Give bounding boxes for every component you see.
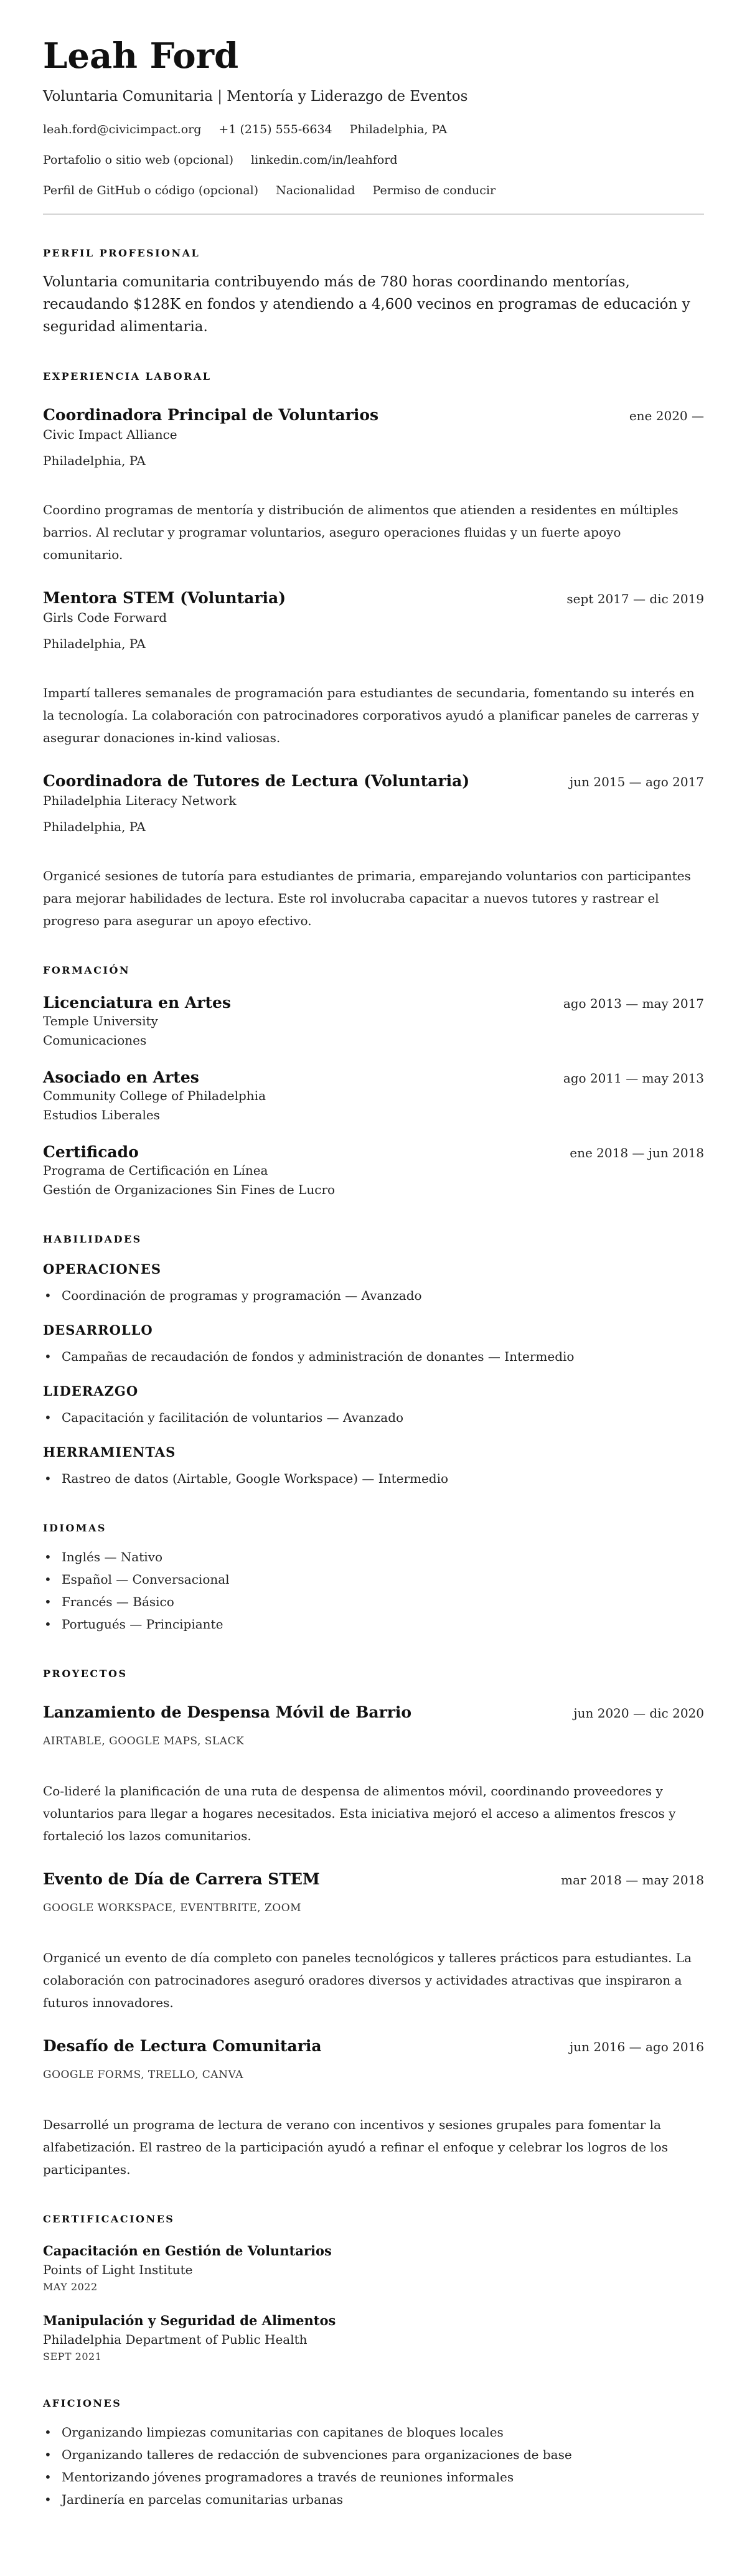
school: Programa de Certificación en Línea xyxy=(43,1163,268,1178)
item-header xyxy=(43,405,704,425)
github-link[interactable]: Perfil de GitHub o código (opcional) xyxy=(43,184,259,197)
item-date: jun 2015 — ago 2017 xyxy=(570,774,704,789)
resume-header xyxy=(43,36,704,198)
hobby-item: • Jardinería en parcelas comunitarias urbanas xyxy=(43,2488,704,2511)
skills-section xyxy=(43,1233,704,1490)
project-entry xyxy=(43,2036,704,2181)
item-header xyxy=(43,588,704,608)
summary-section xyxy=(43,247,704,338)
school: Community College of Philadelphia xyxy=(43,1088,266,1103)
project-description: Co-lideré la planificación de una ruta de despensa de alimentos móvil, coordinando proveedores y voluntarios para llegar a hogares necesitados. Esta iniciativa mejoró el acceso a alimentos frescos y fortaleció los lazos comunitarios. xyxy=(43,1784,676,1843)
item-header xyxy=(43,1869,704,1889)
section-heading: FORMACIÓN xyxy=(43,964,130,976)
job-description: Coordino programas de mentoría y distribución de alimentos que atienden a residentes en múltiples barrios. Al reclutar y programar voluntarios, aseguro operaciones fluidas y un fuerte apoyo comunitario. xyxy=(43,502,679,562)
project-entry xyxy=(43,1703,704,1847)
skill-item: • Coordinación de programas y programación — Avanzado xyxy=(43,1284,704,1307)
item-title: Coordinadora de Tutores de Lectura (Voluntaria) xyxy=(43,772,470,790)
phone[interactable]: +1 (215) 555-6634 xyxy=(218,123,332,136)
job-entry xyxy=(43,771,704,932)
field-of-study: Estudios Liberales xyxy=(43,1107,160,1122)
language-item: • Español — Conversacional xyxy=(43,1568,704,1591)
cert-issuer: Points of Light Institute xyxy=(43,2262,193,2277)
item-title: Certificado xyxy=(43,1143,139,1161)
contact-row xyxy=(43,153,704,167)
email[interactable]: leah.ford@civicimpact.org xyxy=(43,123,202,136)
location: Philadelphia, PA xyxy=(349,123,448,136)
field-of-study: Comunicaciones xyxy=(43,1033,147,1048)
section-heading: PROYECTOS xyxy=(43,1668,128,1680)
cert-issuer: Philadelphia Department of Public Health xyxy=(43,2332,308,2347)
company: Philadelphia Literacy Network xyxy=(43,793,237,808)
item-date: jun 2016 — ago 2016 xyxy=(570,2039,704,2054)
certification-entry xyxy=(43,2311,704,2365)
section-heading: EXPERIENCIA LABORAL xyxy=(43,370,212,382)
item-title: Asociado en Artes xyxy=(43,1068,199,1086)
item-date: ago 2011 — may 2013 xyxy=(563,1071,704,1086)
item-header xyxy=(43,993,704,1013)
linkedin-link[interactable]: linkedin.com/in/leahford xyxy=(251,153,398,167)
item-date: ene 2020 — xyxy=(629,408,704,423)
job-location: Philadelphia, PA xyxy=(43,453,146,468)
skill-category: HERRAMIENTAS xyxy=(43,1444,176,1460)
portfolio-link[interactable]: Portafolio o sitio web (opcional) xyxy=(43,153,234,167)
field-of-study: Gestión de Organizaciones Sin Fines de Lucro xyxy=(43,1182,336,1197)
education-entry xyxy=(43,1142,704,1201)
job-description: Organicé sesiones de tutoría para estudiantes de primaria, emparejando voluntarios con participantes para mejorar habilidades de lectura. Este rol involucraba capacitar a nuevos tutores y rastrear el progreso para asegurar un apoyo efectivo. xyxy=(43,868,691,928)
hobby-item: • Organizando talleres de redacción de subvenciones para organizaciones de base xyxy=(43,2443,704,2466)
cert-title: Manipulación y Seguridad de Alimentos xyxy=(43,2313,336,2328)
skill-list xyxy=(43,1345,704,1368)
hobbies-section xyxy=(43,2397,704,2511)
projects-section xyxy=(43,1668,704,2181)
item-date: jun 2020 — dic 2020 xyxy=(573,1706,704,1721)
cert-date: MAY 2022 xyxy=(43,2281,98,2293)
project-tech: AIRTABLE, GOOGLE MAPS, SLACK xyxy=(43,1735,245,1747)
item-header xyxy=(43,1068,704,1088)
item-header xyxy=(43,2036,704,2056)
school: Temple University xyxy=(43,1013,158,1028)
languages-section xyxy=(43,1522,704,1635)
language-item: • Inglés — Nativo xyxy=(43,1546,704,1568)
skill-item: • Campañas de recaudación de fondos y administración de donantes — Intermedio xyxy=(43,1345,704,1368)
project-tech: GOOGLE FORMS, TRELLO, CANVA xyxy=(43,2069,243,2081)
section-heading: IDIOMAS xyxy=(43,1522,106,1534)
item-title: Mentora STEM (Voluntaria) xyxy=(43,589,286,607)
skill-item: • Rastreo de datos (Airtable, Google Workspace) — Intermedio xyxy=(43,1467,704,1490)
item-header xyxy=(43,1703,704,1723)
hobby-item: • Mentorizando jóvenes programadores a través de reuniones informales xyxy=(43,2466,704,2488)
item-date: ene 2018 — jun 2018 xyxy=(570,1145,704,1160)
project-tech: GOOGLE WORKSPACE, EVENTBRITE, ZOOM xyxy=(43,1902,302,1914)
company: Civic Impact Alliance xyxy=(43,427,177,442)
candidate-title: Voluntaria Comunitaria | Mentoría y Liderazgo de Eventos xyxy=(43,88,468,105)
item-header xyxy=(43,1142,704,1162)
contact-row xyxy=(43,122,704,137)
item-header xyxy=(43,771,704,791)
skill-category: LIDERAZGO xyxy=(43,1383,139,1399)
cert-title: Capacitación en Gestión de Voluntarios xyxy=(43,2243,332,2259)
certification-entry xyxy=(43,2242,704,2295)
item-title: Lanzamiento de Despensa Móvil de Barrio xyxy=(43,1703,412,1721)
skill-category: DESARROLLO xyxy=(43,1322,153,1338)
skill-list xyxy=(43,1406,704,1429)
company: Girls Code Forward xyxy=(43,610,167,625)
item-title: Coordinadora Principal de Voluntarios xyxy=(43,406,379,424)
section-heading: AFICIONES xyxy=(43,2397,122,2409)
hobby-item: • Organizando limpiezas comunitarias con capitanes de bloques locales xyxy=(43,2421,704,2443)
item-date: mar 2018 — may 2018 xyxy=(561,1873,704,1887)
job-entry xyxy=(43,588,704,749)
project-entry xyxy=(43,1869,704,2014)
item-date: sept 2017 — dic 2019 xyxy=(566,591,704,606)
job-location: Philadelphia, PA xyxy=(43,636,146,651)
project-description: Desarrollé un programa de lectura de verano con incentivos y sesiones grupales para fomentar la alfabetización. El rastreo de la participación ayudó a refinar el enfoque y celebrar los logros de los participantes. xyxy=(43,2117,668,2177)
cert-date: SEPT 2021 xyxy=(43,2351,102,2362)
skill-category: OPERACIONES xyxy=(43,1261,162,1277)
section-heading: CERTIFICACIONES xyxy=(43,2213,175,2225)
job-location: Philadelphia, PA xyxy=(43,819,146,834)
summary-text: Voluntaria comunitaria contribuyendo más de 780 horas coordinando mentorías, recaudando $128K en fondos y atendiendo a 4,600 vecinos en programas de educación y seguridad alimentaria. xyxy=(43,274,690,335)
experience-section xyxy=(43,370,704,932)
education-section xyxy=(43,964,704,1201)
section-heading: HABILIDADES xyxy=(43,1233,142,1245)
education-entry xyxy=(43,993,704,1051)
skill-list xyxy=(43,1467,704,1490)
nationality: Nacionalidad xyxy=(276,184,355,197)
language-item: • Portugués — Principiante xyxy=(43,1613,704,1635)
driving-license: Permiso de conducir xyxy=(372,184,496,197)
candidate-name: Leah Ford xyxy=(43,35,239,77)
language-item: • Francés — Básico xyxy=(43,1591,704,1613)
contact-info xyxy=(43,122,704,198)
skill-item: • Capacitación y facilitación de voluntarios — Avanzado xyxy=(43,1406,704,1429)
project-description: Organicé un evento de día completo con paneles tecnológicos y talleres prácticos para estudiantes. La colaboración con patrocinadores aseguró oradores diversos y actividades atractivas que inspiraron a futuros innovadores. xyxy=(43,1950,692,2010)
education-entry xyxy=(43,1068,704,1126)
job-description: Impartí talleres semanales de programación para estudiantes de secundaria, fomentando su interés en la tecnología. La colaboración con patrocinadores corporativos ayudó a planificar paneles de carreras y asegurar donaciones in-kind valiosas. xyxy=(43,685,700,745)
skill-list xyxy=(43,1284,704,1307)
header-divider xyxy=(43,214,704,215)
certifications-section xyxy=(43,2213,704,2365)
contact-row xyxy=(43,183,704,198)
item-title: Evento de Día de Carrera STEM xyxy=(43,1870,320,1888)
item-date: ago 2013 — may 2017 xyxy=(563,996,704,1011)
item-title: Licenciatura en Artes xyxy=(43,994,231,1012)
job-entry xyxy=(43,405,704,566)
section-heading: PERFIL PROFESIONAL xyxy=(43,247,200,259)
item-title: Desafío de Lectura Comunitaria xyxy=(43,2037,322,2055)
